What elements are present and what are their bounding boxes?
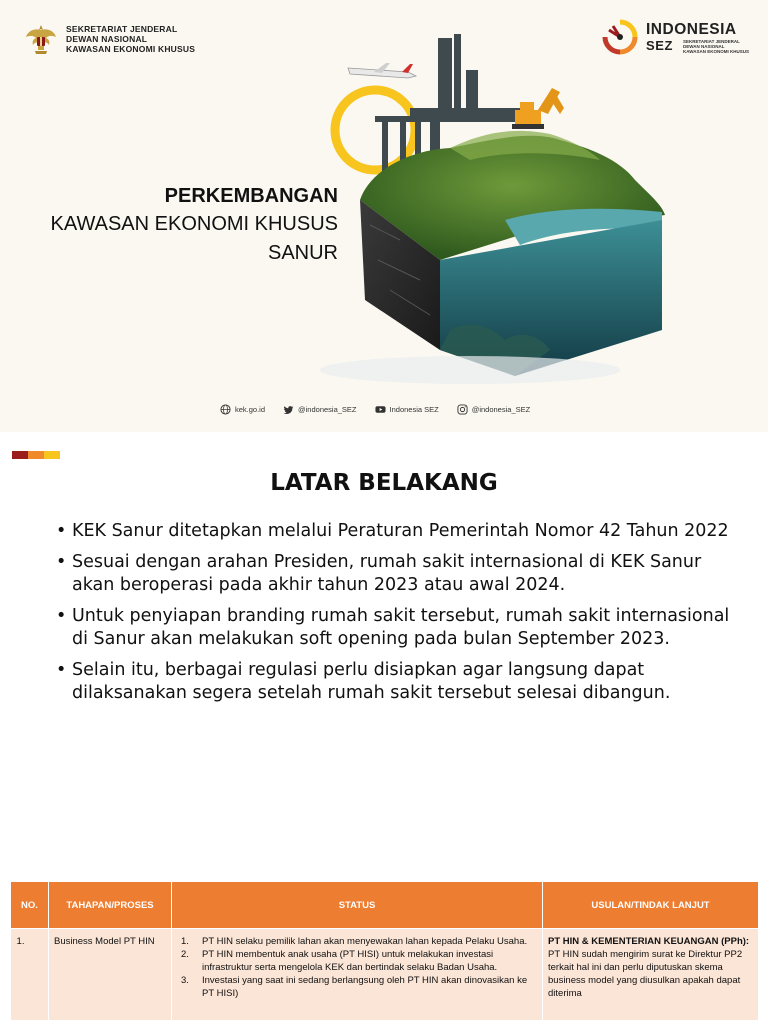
social-website-label: kek.go.id: [235, 405, 266, 414]
status-num: 1.: [181, 936, 189, 947]
bullet-item: [56, 520, 736, 543]
sez-brand-subtitle: [683, 39, 749, 54]
cover-title-bold: PERKEMBANGAN: [164, 185, 338, 207]
gov-line: SEKRETARIAT JENDERAL: [66, 24, 178, 34]
bullet-item: [56, 551, 736, 597]
status-num: 2.: [181, 949, 189, 960]
next-action-title: PT HIN & KEMENTERIAN KEUANGAN (PPh):: [548, 936, 750, 947]
bullet-text: Untuk penyiapan branding rumah sakit tersebut, rumah sakit internasional di Sanur akan melakukan soft opening pada bulan September 2023.: [72, 606, 730, 649]
gov-line: DEWAN NASIONAL: [66, 34, 148, 44]
strip-orange: [28, 451, 44, 459]
garuda-emblem-icon: [24, 22, 58, 56]
bullet-item: [56, 605, 736, 651]
bullet-item: [56, 659, 736, 705]
status-item: [177, 948, 537, 974]
table-header-row: [11, 882, 759, 929]
gov-org-name: [66, 24, 195, 54]
cover-illustration: [290, 30, 690, 400]
instagram-icon: [457, 404, 468, 415]
status-text: PT HIN membentuk anak usaha (PT HISI) untuk melakukan investasi infrastruktur serta mengelola KEK dan bertindak selaku Badan Usaha.: [202, 949, 498, 973]
cell-no: 1.: [11, 929, 49, 1021]
globe-icon: [220, 404, 231, 415]
status-item: [177, 974, 537, 1000]
bullet-dot: •: [56, 660, 67, 680]
twitter-icon: [283, 404, 294, 415]
cover-title-line3: SANUR: [267, 242, 338, 264]
bullet-dot: •: [56, 521, 67, 541]
cover-title-line2: KAWASAN EKONOMI KHUSUS: [50, 213, 338, 235]
status-text: Investasi yang saat ini sedang berlangsung oleh PT HIN akan dinovasikan ke PT HISI): [202, 975, 528, 999]
col-header-next-action: USULAN/TINDAK LANJUT: [543, 882, 759, 929]
sez-sub-line: DEWAN NASIONAL: [683, 44, 725, 49]
col-header-stage: TAHAPAN/PROSES: [49, 882, 172, 929]
status-num: 3.: [181, 975, 189, 986]
status-text: PT HIN selaku pemilik lahan akan menyewakan lahan kepada Pelaku Usaha.: [202, 936, 528, 947]
airplane-icon: [348, 63, 416, 78]
bullet-dot: •: [56, 606, 67, 626]
bullet-text: KEK Sanur ditetapkan melalui Peraturan Pemerintah Nomor 42 Tahun 2022: [72, 521, 729, 541]
social-instagram-label: @indonesia_SEZ: [471, 405, 531, 414]
gov-line: KAWASAN EKONOMI KHUSUS: [66, 44, 196, 54]
strip-red: [12, 451, 28, 459]
social-links: [220, 404, 530, 415]
bullet-text: Sesuai dengan arahan Presiden, rumah sakit internasional di KEK Sanur akan beroperasi pada akhir tahun 2023 atau awal 2024.: [72, 552, 702, 595]
section-title: LATAR BELAKANG: [270, 470, 498, 496]
strip-yellow: [44, 451, 60, 459]
background-bullet-list: [56, 520, 736, 713]
social-twitter-link[interactable]: [283, 404, 356, 415]
col-header-no: NO.: [11, 882, 49, 929]
social-website-link[interactable]: [220, 404, 265, 415]
cell-status: [172, 929, 543, 1021]
cell-next-action: [543, 929, 759, 1021]
social-youtube-link[interactable]: [375, 404, 439, 415]
next-action-text: PT HIN sudah mengirim surat ke Direktur PP2 terkait hal ini dan perlu diputuskan skema business model yang diusulkan apakah dapat diterima: [548, 949, 743, 999]
sez-sub-line: KAWASAN EKONOMI KHUSUS: [683, 49, 750, 54]
status-list: [177, 935, 537, 1000]
section-color-strip: [12, 451, 60, 459]
sez-brand-line1: INDONESIA: [646, 21, 737, 38]
table-row: [11, 929, 759, 1021]
social-youtube-label: Indonesia SEZ: [389, 405, 439, 414]
cell-stage: Business Model PT HIN: [49, 929, 172, 1021]
sez-brand-line2: SEZ: [646, 38, 674, 53]
cover-slide: [0, 0, 768, 432]
sez-sub-line: SEKRETARIAT JENDERAL: [683, 39, 740, 44]
social-instagram-link[interactable]: [457, 404, 530, 415]
youtube-icon: [375, 404, 386, 415]
col-header-status: STATUS: [172, 882, 543, 929]
status-item: [177, 935, 537, 948]
social-twitter-label: @indonesia_SEZ: [298, 405, 357, 414]
progress-table: [10, 881, 759, 1021]
bullet-text: Selain itu, berbagai regulasi perlu disiapkan agar langsung dapat dilaksanakan segera setelah rumah sakit tersebut selesai dibangun.: [72, 660, 671, 703]
bullet-dot: •: [56, 552, 67, 572]
